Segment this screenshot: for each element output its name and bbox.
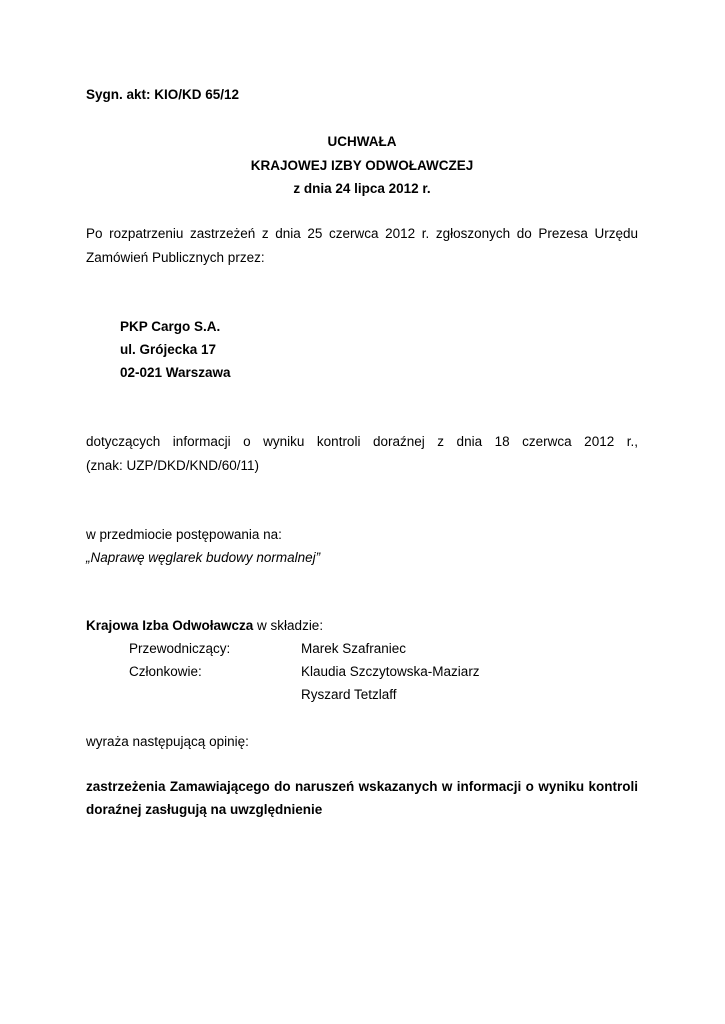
conclusion-line-2: doraźnej zasługują na uwzględnienie bbox=[86, 802, 323, 817]
panel-intro-bold: Krajowa Izba Odwoławcza bbox=[86, 618, 254, 633]
subject-title: „Naprawę węglarek budowy normalnej” bbox=[86, 550, 321, 565]
resolution-title: UCHWAŁA bbox=[327, 134, 397, 149]
subject-label: w przedmiocie postępowania na: bbox=[86, 527, 282, 542]
panel-intro-rest: w składzie: bbox=[253, 618, 324, 633]
case-number: Sygn. akt: KIO/KD 65/12 bbox=[86, 87, 240, 102]
party-name: PKP Cargo S.A. bbox=[120, 319, 221, 334]
authority-name: KRAJOWEJ IZBY ODWOŁAWCZEJ bbox=[250, 158, 474, 173]
member-2: Ryszard Tetzlaff bbox=[301, 687, 397, 702]
concerning-line-1: dotyczących informacji o wyniku kontroli doraźnej z dnia 18 czerwca 2012 r., bbox=[86, 434, 638, 449]
concerning-line-2: (znak: UZP/DKD/KND/60/11) bbox=[86, 458, 260, 473]
opinion-intro: wyraża następującą opinię: bbox=[86, 734, 249, 749]
intro-line-1: Po rozpatrzeniu zastrzeżeń z dnia 25 czerwca 2012 r. zgłoszonych do Prezesa Urzędu bbox=[86, 226, 638, 241]
panel-intro bbox=[86, 617, 323, 635]
members-label: Członkowie: bbox=[129, 664, 202, 679]
chair-name: Marek Szafraniec bbox=[301, 641, 407, 656]
party-city: 02-021 Warszawa bbox=[120, 365, 231, 380]
resolution-date: z dnia 24 lipca 2012 r. bbox=[293, 181, 431, 196]
conclusion-line-1: zastrzeżenia Zamawiającego do naruszeń wskazanych w informacji o wyniku kontroli bbox=[86, 779, 638, 794]
member-1: Klaudia Szczytowska-Maziarz bbox=[301, 664, 480, 679]
chair-label: Przewodniczący: bbox=[129, 641, 231, 656]
party-street: ul. Grójecka 17 bbox=[120, 342, 217, 357]
intro-line-2: Zamówień Publicznych przez: bbox=[86, 250, 265, 265]
